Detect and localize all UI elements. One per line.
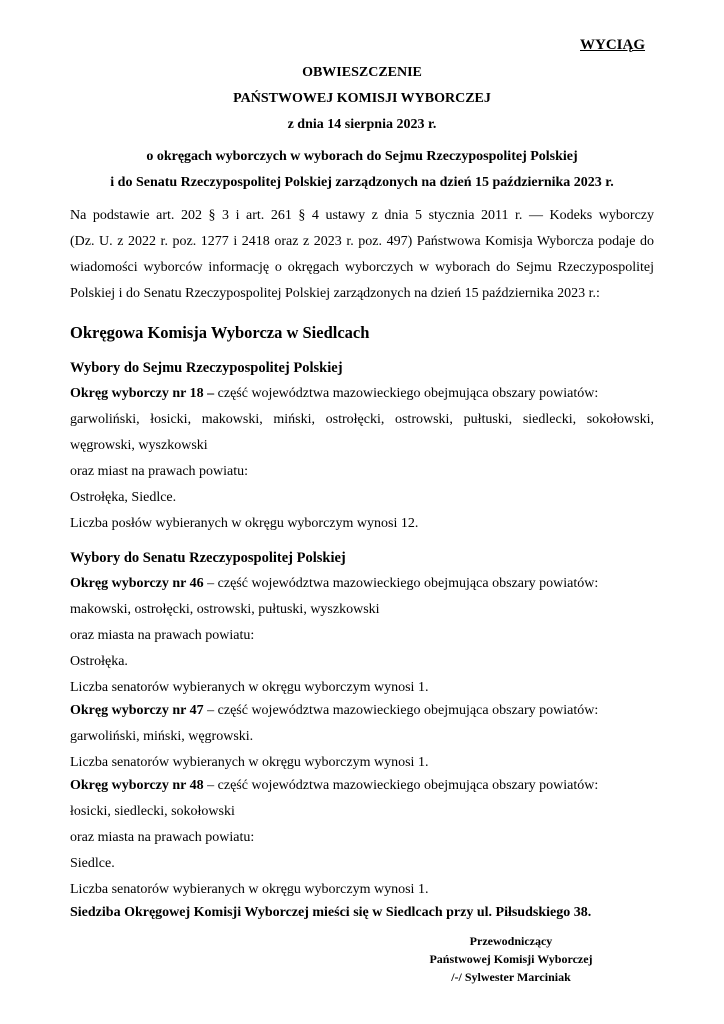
district-18-label: Okręg wyborczy nr 18 – bbox=[70, 386, 215, 401]
district-48-powiaty: łosicki, siedlecki, sokołowski bbox=[70, 804, 235, 819]
district-48-label: Okręg wyborczy nr 48 bbox=[70, 778, 204, 793]
subject-line-1: o okręgach wyborczych w wyborach do Sejmu Rzeczypospolitej Polskiej bbox=[146, 149, 578, 164]
signature-name: /-/ Sylwester Marciniak bbox=[451, 970, 571, 984]
senat-district-46 bbox=[70, 574, 598, 594]
senat-district-48 bbox=[70, 776, 598, 796]
district-48-desc: – część województwa mazowieckiego obejmująca obszary powiatów: bbox=[203, 778, 599, 793]
sejm-cities: Ostrołęka, Siedlce. bbox=[70, 490, 177, 505]
sejm-powiaty-line-2: węgrowski, wyszkowski bbox=[70, 438, 208, 453]
district-46-desc: – część województwa mazowieckiego obejmująca obszary powiatów: bbox=[203, 576, 599, 591]
district-48-cities: Siedlce. bbox=[70, 856, 115, 871]
intro-line-2: (Dz. U. z 2022 r. poz. 1277 i 2418 oraz z 2023 r. poz. 497) Państwowa Komisja Wyborcza podaje do bbox=[70, 234, 654, 249]
title-line-2: PAŃSTWOWEJ KOMISJI WYBORCZEJ bbox=[233, 91, 491, 106]
title-line-1: OBWIESZCZENIE bbox=[302, 65, 422, 80]
sejm-heading: Wybory do Sejmu Rzeczypospolitej Polskiej bbox=[70, 360, 343, 376]
intro-line-4: Polskiej i do Senatu Rzeczypospolitej Polskiej zarządzonych na dzień 15 października 2023 r.: bbox=[70, 286, 600, 301]
intro-line-1: Na podstawie art. 202 § 3 i art. 261 § 4 ustawy z dnia 5 stycznia 2011 r. — Kodeks wyborczy bbox=[70, 208, 654, 223]
district-47-powiaty: garwoliński, miński, węgrowski. bbox=[70, 729, 254, 744]
sejm-cities-label: oraz miast na prawach powiatu: bbox=[70, 464, 249, 479]
sejm-powiaty-line-1: garwoliński, łosicki, makowski, miński, ostrołęcki, ostrowski, pułtuski, siedlecki, sokołowski, bbox=[70, 412, 654, 427]
district-46-label: Okręg wyborczy nr 46 bbox=[70, 576, 204, 591]
district-47-label: Okręg wyborczy nr 47 bbox=[70, 703, 204, 718]
senat-district-47 bbox=[70, 701, 598, 721]
district-48-count: Liczba senatorów wybieranych w okręgu wyborczym wynosi 1. bbox=[70, 882, 429, 897]
district-18-desc: część województwa mazowieckiego obejmująca obszary powiatów: bbox=[214, 386, 599, 401]
subject-line-2: i do Senatu Rzeczypospolitej Polskiej zarządzonych na dzień 15 października 2023 r. bbox=[110, 175, 614, 190]
district-46-cities: Ostrołęka. bbox=[70, 654, 128, 669]
district-46-count: Liczba senatorów wybieranych w okręgu wyborczym wynosi 1. bbox=[70, 680, 429, 695]
document-date: z dnia 14 sierpnia 2023 r. bbox=[287, 117, 437, 132]
sejm-seat-count: Liczba posłów wybieranych w okręgu wyborczym wynosi 12. bbox=[70, 516, 419, 531]
commission-seat: Siedziba Okręgowej Komisji Wyborczej mieści się w Siedlcach przy ul. Piłsudskiego 38. bbox=[70, 905, 592, 920]
extract-label: WYCIĄG bbox=[580, 37, 646, 53]
sejm-district-18 bbox=[70, 384, 598, 404]
district-47-count: Liczba senatorów wybieranych w okręgu wyborczym wynosi 1. bbox=[70, 755, 429, 770]
district-46-powiaty: makowski, ostrołęcki, ostrowski, pułtuski, wyszkowski bbox=[70, 602, 380, 617]
commission-heading: Okręgowa Komisja Wyborcza w Siedlcach bbox=[70, 323, 370, 342]
senat-heading: Wybory do Senatu Rzeczypospolitej Polskiej bbox=[70, 550, 346, 566]
district-48-cities-label: oraz miasta na prawach powiatu: bbox=[70, 830, 255, 845]
district-47-desc: – część województwa mazowieckiego obejmująca obszary powiatów: bbox=[203, 703, 599, 718]
district-46-cities-label: oraz miasta na prawach powiatu: bbox=[70, 628, 255, 643]
signature-org: Państwowej Komisji Wyborczej bbox=[429, 952, 593, 966]
signature-role: Przewodniczący bbox=[469, 934, 553, 948]
intro-line-3: wiadomości wyborców informację o okręgach wyborczych w wyborach do Sejmu Rzeczypospolitej bbox=[70, 260, 654, 275]
